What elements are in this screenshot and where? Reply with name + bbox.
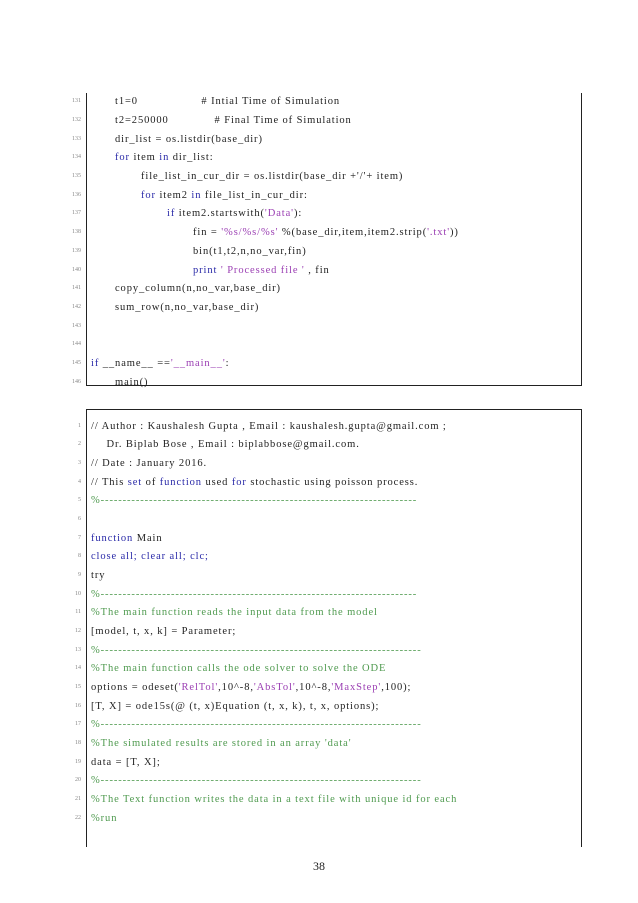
code-line	[75, 606, 581, 624]
code-text	[91, 700, 379, 714]
line-number: 12	[75, 628, 81, 634]
line-number: 138	[72, 229, 81, 235]
line-number: 135	[72, 173, 81, 179]
line-number: 5	[78, 497, 81, 503]
code-token: Main	[133, 533, 163, 544]
line-number: 133	[72, 136, 81, 142]
code-line	[72, 226, 581, 244]
code-token: copy_column(n,no_var,base_dir)	[115, 283, 281, 294]
code-line	[75, 700, 581, 718]
code-text	[91, 812, 117, 826]
code-text	[91, 718, 422, 732]
code-line	[75, 812, 581, 830]
comment-token: %-------------------------------------------------------------------------	[91, 775, 422, 786]
code-token: :	[225, 358, 230, 369]
line-number: 145	[72, 360, 81, 366]
code-token: # Final Time of Simulation	[168, 115, 352, 126]
line-number: 139	[72, 248, 81, 254]
line-number: 141	[72, 285, 81, 291]
code-line	[75, 793, 581, 811]
keyword-token: in	[191, 190, 202, 201]
comment-token: %The main function reads the input data from the model	[91, 607, 378, 618]
code-token: try	[91, 570, 106, 581]
code-line	[72, 189, 581, 207]
code-token: # Intial Time of Simulation	[137, 96, 341, 107]
code-token: fin =	[193, 227, 222, 238]
comment-token: %The Text function writes the data in a text file with unique id for each	[91, 794, 458, 805]
code-text	[141, 170, 403, 184]
code-token: t1=0	[115, 96, 138, 107]
string-token: ' Processed file '	[220, 265, 305, 276]
code-line	[72, 320, 581, 338]
code-line	[78, 494, 581, 512]
line-number: 22	[75, 815, 81, 821]
code-text	[193, 264, 330, 278]
code-token: sum_row(n,no_var,base_dir)	[115, 302, 260, 313]
matlab-code-listing	[75, 409, 582, 847]
code-line	[78, 457, 581, 475]
code-text	[115, 151, 214, 165]
code-token: item	[129, 152, 160, 163]
code-line	[72, 133, 581, 151]
code-text	[115, 282, 281, 296]
code-text	[91, 420, 447, 434]
line-number: 3	[78, 460, 81, 466]
code-text	[193, 245, 307, 259]
code-line	[75, 718, 581, 736]
code-text	[115, 376, 148, 390]
code-token: dir_list:	[169, 152, 214, 163]
line-number: 137	[72, 210, 81, 216]
line-number: 15	[75, 684, 81, 690]
keyword-token: for	[231, 477, 247, 488]
keyword-token: set	[127, 477, 143, 488]
line-number: 21	[75, 796, 81, 802]
line-number: 7	[78, 535, 81, 541]
page-number: 38	[313, 859, 325, 873]
code-token: %(base_dir,item,item2.strip(	[278, 227, 428, 238]
code-token: of	[142, 477, 160, 488]
line-number: 6	[78, 516, 81, 522]
code-token: used	[201, 477, 232, 488]
line-number: 136	[72, 192, 81, 198]
code-line	[72, 114, 581, 132]
line-number: 11	[75, 609, 81, 615]
keyword-token: function	[91, 533, 134, 544]
code-text	[115, 95, 340, 109]
code-line	[75, 774, 581, 792]
code-line	[78, 550, 581, 568]
keyword-token: if	[91, 358, 100, 369]
code-text	[91, 476, 418, 490]
line-number: 18	[75, 740, 81, 746]
code-line	[78, 476, 581, 494]
keyword-token: if	[167, 208, 176, 219]
line-number: 20	[75, 777, 81, 783]
line-number: 142	[72, 304, 81, 310]
code-token: ):	[293, 208, 303, 219]
code-line	[75, 681, 581, 699]
code-line	[72, 338, 581, 356]
code-token: Dr. Biplab Bose , Email : biplabbose@gmail.com.	[103, 439, 360, 450]
code-line	[72, 170, 581, 188]
keyword-token: close all; clear all; clc;	[91, 551, 209, 562]
code-token: // Date : January 2016.	[91, 458, 208, 469]
code-token: // Author : Kaushalesh Gupta , Email : kaushalesh.gupta@gmail.com ;	[91, 421, 447, 432]
code-token: file_list_in_cur_dir:	[201, 190, 308, 201]
code-text	[91, 494, 417, 508]
code-token: file_list_in_cur_dir = os.listdir(base_dir +'/'+ item)	[141, 171, 404, 182]
code-line	[72, 95, 581, 113]
line-number: 144	[72, 341, 81, 347]
comment-token: %The main function calls the ode solver to solve the ODE	[91, 663, 387, 674]
code-text	[91, 774, 422, 788]
comment-token: %-------------------------------------------------------------------------	[91, 719, 422, 730]
code-text	[91, 532, 163, 546]
code-token: [model, t, x, k] = Parameter;	[91, 626, 237, 637]
code-token: item2.startswith(	[175, 208, 265, 219]
line-number: 9	[78, 572, 81, 578]
code-token: options = odeset(	[91, 682, 179, 693]
code-text	[91, 662, 386, 676]
code-text	[91, 756, 161, 770]
code-line	[78, 513, 581, 531]
code-text	[91, 625, 236, 639]
string-token: '__main__'	[170, 358, 226, 369]
line-number: 131	[72, 98, 81, 104]
code-token: ,10^-8,	[295, 682, 332, 693]
code-token: ))	[450, 227, 459, 238]
line-number: 10	[75, 591, 81, 597]
line-number: 143	[72, 323, 81, 329]
code-token: stochastic using poisson process.	[246, 477, 419, 488]
code-line	[78, 420, 581, 438]
code-text	[91, 457, 207, 471]
keyword-token: for	[115, 152, 130, 163]
line-number: 134	[72, 154, 81, 160]
code-text	[91, 550, 209, 564]
code-text	[115, 114, 352, 128]
code-line	[75, 588, 581, 606]
code-line	[72, 207, 581, 225]
code-line	[72, 264, 581, 282]
code-text	[167, 207, 302, 221]
line-number: 14	[75, 665, 81, 671]
code-text	[115, 133, 263, 147]
code-line	[75, 625, 581, 643]
comment-token: %------------------------------------------------------------------------	[91, 495, 418, 506]
code-line	[75, 644, 581, 662]
code-text	[91, 588, 417, 602]
code-text	[91, 644, 422, 658]
code-token: data = [T, X];	[91, 757, 161, 768]
code-text	[193, 226, 459, 240]
string-token: 'AbsTol'	[253, 682, 296, 693]
line-number: 4	[78, 479, 81, 485]
code-line	[78, 569, 581, 587]
line-number: 19	[75, 759, 81, 765]
code-line	[72, 376, 581, 394]
code-line	[72, 282, 581, 300]
code-token: ,10^-8,	[218, 682, 254, 693]
code-text	[91, 681, 411, 695]
string-token: 'MaxStep'	[331, 682, 382, 693]
line-number: 13	[75, 647, 81, 653]
code-line	[75, 662, 581, 680]
code-line	[72, 357, 581, 375]
code-line	[78, 438, 581, 456]
line-number: 2	[78, 441, 81, 447]
code-text	[91, 357, 229, 371]
string-token: '%s/%s/%s'	[221, 227, 279, 238]
code-token: item2	[155, 190, 192, 201]
code-token: // This	[91, 477, 128, 488]
line-number: 8	[78, 553, 81, 559]
code-line	[72, 151, 581, 169]
comment-token: %The simulated results are stored in an array 'data'	[91, 738, 352, 749]
code-line	[75, 737, 581, 755]
code-token: [T, X] = ode15s(@ (t, x)Equation (t, x, k), t, x, options);	[91, 701, 380, 712]
code-token: , fin	[304, 265, 330, 276]
line-number: 140	[72, 267, 81, 273]
code-text	[91, 793, 457, 807]
code-text	[91, 737, 352, 751]
python-code-listing	[72, 93, 582, 388]
code-text	[91, 569, 105, 583]
line-number: 16	[75, 703, 81, 709]
code-text	[103, 438, 360, 452]
line-number: 146	[72, 379, 81, 385]
code-line	[72, 245, 581, 263]
line-number: 17	[75, 721, 81, 727]
line-number: 1	[78, 423, 81, 429]
string-token: 'RelTol'	[178, 682, 219, 693]
code-line	[72, 301, 581, 319]
code-token: ,100);	[381, 682, 412, 693]
code-token: __name__ ==	[99, 358, 171, 369]
comment-token: %run	[91, 813, 118, 824]
code-text	[115, 301, 259, 315]
code-token: main()	[115, 377, 149, 388]
code-text	[141, 189, 308, 203]
comment-token: %-------------------------------------------------------------------------	[91, 645, 422, 656]
code-text	[91, 606, 378, 620]
string-token: '.txt'	[427, 227, 451, 238]
line-number: 132	[72, 117, 81, 123]
code-token: dir_list = os.listdir(base_dir)	[115, 134, 263, 145]
string-token: 'Data'	[264, 208, 294, 219]
code-line	[78, 532, 581, 550]
keyword-token: for	[141, 190, 156, 201]
keyword-token: function	[159, 477, 202, 488]
code-token: bin(t1,t2,n,no_var,fin)	[193, 246, 307, 257]
keyword-token: print	[193, 265, 218, 276]
code-token: t2=250000	[115, 115, 169, 126]
comment-token: %------------------------------------------------------------------------	[91, 589, 418, 600]
code-line	[75, 756, 581, 774]
keyword-token: in	[159, 152, 170, 163]
